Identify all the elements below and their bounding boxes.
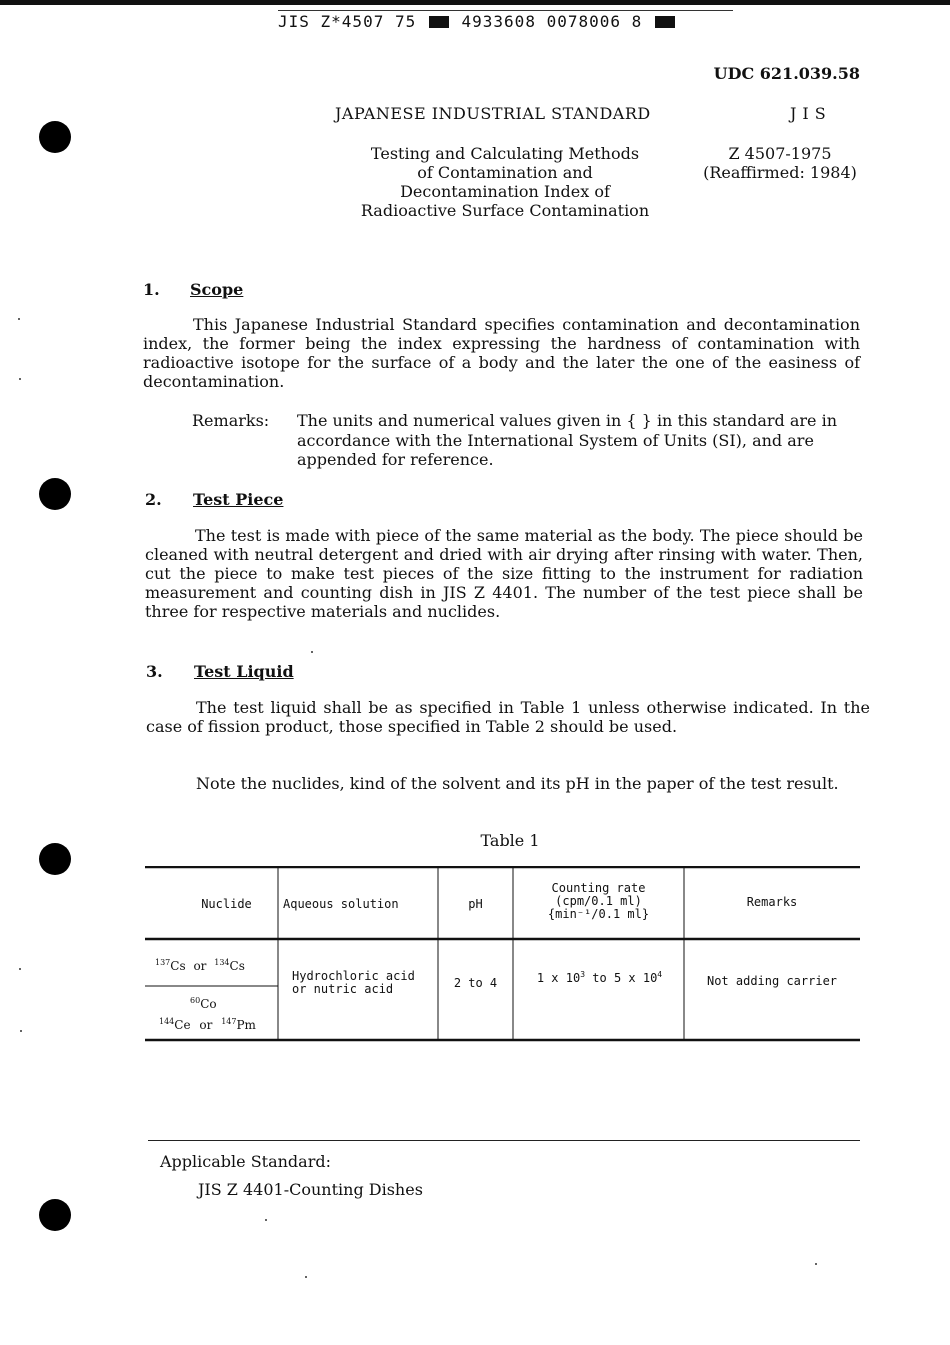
test-piece-paragraph: The test is made with piece of the same material as the body. The piece should be cleaned with neutral detergent and dried with air drying after rinsing with water. Then, cut the piece to make test pieces of the size fitting to the instrument for radiation measurement and counting dish in JIS Z 4401. The number of the test piece shall be three for respective materials and nuclides. <box>145 526 863 621</box>
scan-speck <box>18 318 20 320</box>
scan-speck <box>19 968 21 970</box>
header-remarks: Remarks <box>746 895 798 909</box>
document-title: Testing and Calculating Methods of Contamination and Decontamination Index of Radioactive Surface Contamination <box>360 144 650 220</box>
scan-speck <box>19 378 21 380</box>
scan-top-border <box>0 0 950 5</box>
jis-mark: JIS <box>790 104 832 123</box>
section-number: 3. <box>146 662 163 681</box>
scan-speck <box>265 1219 267 1221</box>
scan-speck <box>311 651 313 653</box>
udc-number: UDC 621.039.58 <box>713 64 860 83</box>
nuclide-ce-pm: $^{144}$Ce or $^{147}$Pm <box>159 1017 256 1032</box>
section-title-scope: Scope <box>190 280 244 299</box>
header-aqueous-solution: Aqueous solution <box>283 897 399 911</box>
table-1 <box>145 866 860 1042</box>
remarks-text: The units and numerical values given in { } in this standard are in accordance with the International System of Units (SI), and are appended for reference. <box>297 411 837 469</box>
header-nuclide: Nuclide <box>201 897 252 911</box>
black-block-mark <box>429 16 449 28</box>
footnote-divider <box>148 1140 860 1141</box>
applicable-standard-title: Applicable Standard: <box>160 1152 331 1171</box>
remarks-label: Remarks: <box>192 411 270 430</box>
test-liquid-note: Note the nuclides, kind of the solvent and its pH in the paper of the test result. <box>196 774 839 793</box>
black-block-mark <box>655 16 675 28</box>
standard-org-title: JAPANESE INDUSTRIAL STANDARD <box>335 104 651 123</box>
scope-paragraph: This Japanese Industrial Standard specifies contamination and decontamination index, the former being the index expressing the hardness of contamination with radioactive isotope for the surface of a body and the later the one of the easiness of decontamination. <box>143 315 860 391</box>
punch-hole-icon <box>39 843 71 875</box>
table-caption: Table 1 <box>480 831 540 850</box>
ph-value: 2 to 4 <box>453 976 498 990</box>
document-control-code: JIS Z*4507 75 4933608 0078006 8 <box>278 10 733 33</box>
scan-speck <box>815 1263 817 1265</box>
scan-speck <box>20 1030 22 1032</box>
nuclide-co: $^{60}$Co <box>190 996 217 1011</box>
punch-hole-icon <box>39 478 71 510</box>
header-counting-rate: Counting rate (cpm/0.1 ml) {min⁻¹/0.1 ml} <box>547 881 650 921</box>
scan-speck <box>305 1276 307 1278</box>
punch-hole-icon <box>39 1199 71 1231</box>
aqueous-value: Hydrochloric acid or nutric acid <box>292 969 415 996</box>
header-ph: pH <box>468 897 483 911</box>
counting-rate-value: 1 x $10^3$ to 5 x $10^4$ <box>536 970 663 985</box>
nuclide-cs: $^{137}$Cs or $^{134}$Cs <box>155 958 245 973</box>
punch-hole-icon <box>39 121 71 153</box>
standard-number: Z 4507-1975 (Reaffirmed: 1984) <box>703 144 857 182</box>
applicable-standard-item: JIS Z 4401-Counting Dishes <box>198 1180 423 1199</box>
test-liquid-paragraph: The test liquid shall be as specified in Table 1 unless otherwise indicated. In the case of fission product, those specified in Table 2 should be used. <box>146 698 870 736</box>
section-title-test-piece: Test Piece <box>193 490 284 509</box>
section-title-test-liquid: Test Liquid <box>194 662 294 681</box>
section-number: 1. <box>143 280 160 299</box>
remarks-value: Not adding carrier <box>706 974 838 988</box>
section-number: 2. <box>145 490 162 509</box>
